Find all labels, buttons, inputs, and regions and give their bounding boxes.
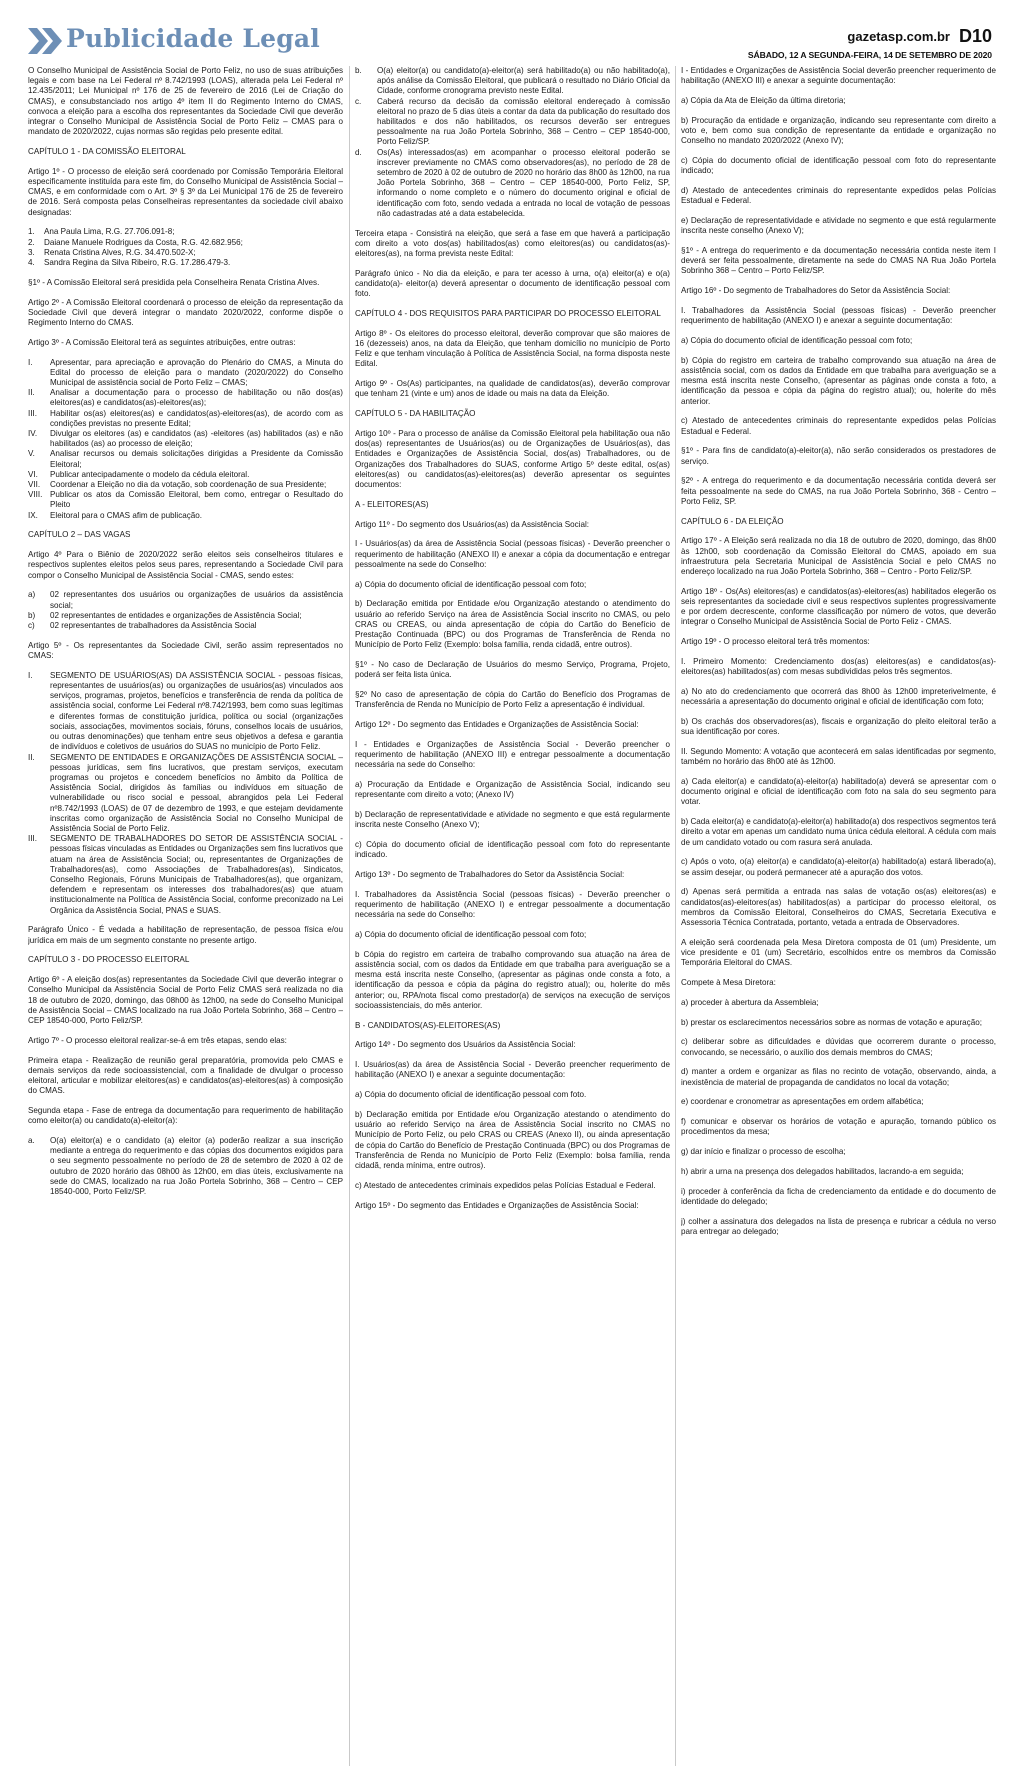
paragraph: II. Segundo Momento: A votação que acontecerá em salas identificadas por segmento, também no horário das 8h00 até às 12h00. xyxy=(681,747,996,767)
paragraph: Artigo 11º - Do segmento dos Usuários(as) da Assistência Social: xyxy=(355,519,590,529)
paragraph: c) deliberar sobre as dificuldades e dúvidas que ocorrerem durante o processo, convocando, se necessário, o auxílio dos demais membros do CMAS; xyxy=(681,1037,996,1057)
paragraph: h) abrir a urna na presença dos delegados habilitados, lacrando-a em seguida; xyxy=(681,1167,964,1177)
text-column-3 xyxy=(681,66,996,1771)
paragraph: e) Declaração de representatividade e atividade no segmento e que está regularmente inscrita neste conselho (Anexo V); xyxy=(681,216,996,236)
paragraph: Primeira etapa - Realização de reunião geral preparatória, promovida pelo CMAS e demais serviços da rede socioassistencial, com a finalidade de divulgar o processo eleitoral, articular e mobilizar eleitores(as) e candidatos(as)-eleitores(as) à composição do CMAS. xyxy=(28,1055,343,1096)
list-item-text: Renata Cristina Alves, R.G. 34.470.502-X; xyxy=(44,247,196,257)
section-heading: B - CANDIDATOS(AS)-ELEITORES(AS) xyxy=(355,1020,501,1030)
paragraph: I - Usuários(as) da área de Assistência Social (pessoas físicas) - Deverão preencher o requerimento de habilitação (ANEXO II) e anexar a cópia da documentação e entregar pessoalmente na sede do Conselho: xyxy=(355,539,670,569)
item-list xyxy=(28,358,343,521)
list-item-text: Analisar recursos ou demais solicitações dirigidas a Presidente da Comissão Eleitoral; xyxy=(50,449,343,469)
section-heading: CAPÍTULO 2 – DAS VAGAS xyxy=(28,530,131,540)
list-item xyxy=(28,753,343,835)
paragraph: j) colher a assinatura dos delegados na lista de presença e rubricar a cédula no verso para entregar ao delegado; xyxy=(681,1216,996,1237)
paragraph: Artigo 17º - A Eleição será realizada no dia 18 de outubro de 2020, domingo, das 8h00 às 12h00, sob coordenação da Comissão Eleitoral do CMAS, apoiado em sua infraestrutura pela Secretaria Municipal de Assistência Social e pelo CMAS no endereço localizado na rua João Portela Sobrinho, 368 – Centro - Porto Feliz/SP. xyxy=(681,536,996,577)
paragraph: I. Usuários(as) da área de Assistência Social - Deverão preencher requerimento de habilitação (ANEXO I) e anexar a seguinte documentação: xyxy=(355,1060,670,1080)
list-item xyxy=(28,429,343,449)
paragraph: Artigo 10º - Para o processo de análise da Comissão Eleitoral pela habilitação oua não dos(as) representantes de Usuários(as) ou de Organizações de Usuários(as), das Entidades e Organizações de Assistência Social, dos(as) Trabalhadores, ou de Organizações dos Trabalhadores do SUAS, conforme Artigo 5º deste edital, os(as) eleitores(as) ou candidatos(as)-eleitores(as) deverão apresentar os seguintes documentos: xyxy=(355,429,670,490)
paragraph: f) comunicar e observar os horários de votação e apuração, tornando público os procedimentos da mesa; xyxy=(681,1117,996,1137)
list-item xyxy=(355,97,670,148)
paragraph: b) Declaração emitida por Entidade e/ou Organização atestando o atendimento do usuário ao referido Serviço na área de Assistência Social inscrito no CMAS no Município de Porto Feliz, ou pelo CRAS ou CREAS (Anexo II), ou ainda apresentação de cópia do Cartão do Benefício de Prestação Continuada (BPC) ou dos Programas de Transferência de Renda no Município de Porto Feliz (Exemplo: bolsa família, renda cidadã, renda mínima, entre outros). xyxy=(355,1110,670,1171)
list-marker: V. xyxy=(28,449,35,459)
paragraph: i) proceder à conferência da ficha de credenciamento da entidade e do documento de identidade do delegado; xyxy=(681,1186,996,1207)
paragraph: Parágrafo Único - É vedada a habilitação de representação, de pessoa física e/ou jurídica em mais de um segmento constante no presente artigo. xyxy=(28,925,343,945)
paragraph: Artigo 16º - Do segmento de Trabalhadores do Setor da Assistência Social: xyxy=(681,286,951,296)
list-marker: b. xyxy=(355,66,362,75)
list-item xyxy=(28,480,343,490)
list-item-text: Publicar os atos da Comissão Eleitoral, bem como, entregar o Resultado do Pleito xyxy=(50,490,343,510)
list-item xyxy=(355,148,670,219)
item-list xyxy=(28,671,343,916)
list-marker: II. xyxy=(28,752,35,762)
paragraph: §2º - A entrega do requerimento e da documentação necessária contida deverá ser feita pessoalmente na sede do CMAS, na rua João Portela Sobrinho, 368 - Centro – Porto Feliz, SP. xyxy=(681,476,996,506)
list-item-text: Daiane Manuele Rodrigues da Costa, R.G. 42.682.956; xyxy=(44,237,243,247)
section-heading: CAPÍTULO 6 - DA ELEIÇÃO xyxy=(681,516,784,526)
paragraph: c) Após o voto, o(a) eleitor(a) e candidato(a)-eleitor(a) habilitado(a) estará liberado(a), se assim desejar, ou poderá permanecer até a apuração dos votos. xyxy=(681,857,996,877)
paragraph: §1º - No caso de Declaração de Usuários do mesmo Serviço, Programa, Projeto, poderá ser feita lista única. xyxy=(355,660,670,680)
list-item xyxy=(28,590,343,610)
paragraph: Artigo 9º - Os(As) participantes, na qualidade de candidatos(as), deverão comprovar que tenham 21 (vinte e um) anos de idade ou mais na data da Eleição. xyxy=(355,379,670,399)
edition-date: SÁBADO, 12 A SEGUNDA-FEIRA, 14 DE SETEMBRO DE 2020 xyxy=(747,50,992,60)
list-item-text: SEGMENTO DE USUÁRIOS(AS) DA ASSISTÊNCIA SOCIAL - pessoas físicas, representantes de usuários(as) ou organizações de usuários(as) vinculados aos serviços, programas, projetos, benefícios e transferência de renda da política de assistência social, conforme Lei Federal nº8.742/1993, bem como suas legítimas e diferentes formas de constituição jurídica, política ou social (organizações sociais, associações, movimentos sociais, fóruns, conselhos locais de usuários, ou outras denominações) que tenham entre seus objetivos a defesa e garantia de indivíduos e coletivos de usuários do SUAS no município de Porto Feliz. xyxy=(50,670,343,752)
list-marker: II. xyxy=(28,388,35,398)
list-marker: 1. xyxy=(28,227,35,237)
list-marker: 3. xyxy=(28,247,35,257)
paragraph: Artigo 13º - Do segmento de Trabalhadores do Setor da Assistência Social: xyxy=(355,870,625,880)
paragraph: Artigo 2º - A Comissão Eleitoral coordenará o processo de eleição da representação da Sociedade Civil que deverá integrar o mandato 2020/2022, conforme dispõe o Regimento Interno do CMAS. xyxy=(28,297,343,328)
list-item xyxy=(28,470,343,480)
paragraph: b) Procuração da entidade e organização, indicando seu representante com direito a voto e, bem como sua condição de representante da entidade e organização no Conselho no mandato 2020/2022 (Anexo IV); xyxy=(681,115,996,146)
text-column-1 xyxy=(28,66,343,1771)
list-item xyxy=(28,621,343,631)
list-item xyxy=(28,671,343,753)
list-marker: c) xyxy=(28,621,35,631)
list-item-text: Caberá recurso da decisão da comissão eleitoral endereçado à comissão eleitoral no prazo de 5 dias úteis a contar da data da publicação do resultado dos habilitados e dos não habilitados, os recursos deverão ser entregues pessoalmente na rua João Portela Sobrinho, 368 – Centro – CEP 18540-000, Porto Feliz/SP. xyxy=(377,96,670,147)
paragraph: Artigo 15º - Do segmento das Entidades e Organizações de Assistência Social: xyxy=(355,1200,639,1210)
page-header xyxy=(28,24,992,60)
paragraph: c) Cópia do documento oficial de identificação pessoal com foto do representante indicado; xyxy=(681,156,996,176)
list-marker: a) xyxy=(28,590,36,600)
list-item xyxy=(28,227,343,237)
double-chevron-icon xyxy=(28,28,68,54)
list-item-text: Eleitoral para o CMAS afim de publicação. xyxy=(50,510,203,520)
paragraph: I. Trabalhadores da Assistência Social (pessoas físicas) - Deverão preencher requerimento de habilitação (ANEXO I) e anexar a seguinte documentação: xyxy=(681,306,996,326)
paragraph: Artigo 3º - A Comissão Eleitoral terá as seguintes atribuições, entre outras: xyxy=(28,337,296,347)
paragraph: d) manter a ordem e organizar as filas no recinto de votação, observando, ainda, a inexistência de material de propaganda de candidatos no local da votação; xyxy=(681,1067,996,1087)
paragraph: a) Procuração da Entidade e Organização de Assistência Social, indicando seu representante com direito a voto; (Anexo IV) xyxy=(355,780,670,800)
item-list xyxy=(355,66,670,219)
paragraph: b) Cópia do registro em carteira de trabalho comprovando sua atuação na área de assistência social, com os dados da Entidade em que trabalha para averiguação se a mesma está inscrita neste Conselho, (apresentar as páginas onde consta a foto, a identificação da pessoa e cópia da página do registro atual); ou, holerite do mês anterior. xyxy=(681,355,996,406)
list-marker: b) xyxy=(28,610,36,620)
section-heading: A - ELEITORES(AS) xyxy=(355,499,429,509)
paragraph: O Conselho Municipal de Assistência Social de Porto Feliz, no uso de suas atribuições legais e com base na Lei Federal nº 8.742/1993 (LOAS), alterada pela Lei Federal nº 12.435/2011; Lei Municipal nº 176 de 25 de fevereiro de 2016 (Lei de Criação do CMAS), e consubstanciado nos artigo 4º item II do Regimento Interno do CMAS, convoca a eleição para a escolha dos representantes da Sociedade Civil que deverão integrar o Conselho Municipal de Assistência Social de Porto Feliz – CMAS para o mandato de 2020/2022, cujas normas são regidas pelo presente edital. xyxy=(28,66,343,137)
paragraph: Artigo 18º - Os(As) eleitores(as) e candidatos(as)-eleitores(as) habilitados elegerão os seis representantes da sociedade civil e seus respectivos suplentes progressivamente e por ordem decrescente, conforme classificação por número de votos, que deverão integrar o Conselho Municipal de Assistência Social de Porto Feliz - CMAS. xyxy=(681,586,996,627)
paragraph: a) No ato do credenciamento que ocorrerá das 8h00 às 12h00 impreterivelmente, é necessária a apresentação do documento original e oficial de identificação com foto; xyxy=(681,687,996,707)
paragraph: d) Atestado de antecedentes criminais do representante expedidos pelas Polícias Estadual e Federal. xyxy=(681,186,996,206)
list-item xyxy=(28,258,343,268)
paragraph: d) Apenas será permitida a entrada nas salas de votação os(as) eleitores(as) e candidatos(as)-eleitores(as) habilitados(as) a participar do processo eleitoral, os membros da Comissão Eleitoral, Conselheiros do CMAS, Secretaria Executiva e Assessoria Técnica Contratada, portanto, vetada a entrada de Observadores. xyxy=(681,887,996,928)
list-item-text: SEGMENTO DE ENTIDADES E ORGANIZAÇÕES DE ASSISTÊNCIA SOCIAL – pessoas jurídicas, sem fins lucrativos, que prestam serviços, executam programas ou projetos e concedem benefícios no âmbito da Política de Assistência Social, dirigidos às famílias ou indivíduos em situação de vulnerabilidade ou risco social e pessoal, abrangidos pela Lei Federal nº8.742/1993 (LOAS) de 07 de dezembro de 1993, e que estejam devidamente inscritas como organização de Assistência Social no Conselho Municipal de Assistência Social de Porto Feliz. xyxy=(50,752,343,833)
paragraph: b) Declaração emitida por Entidade e/ou Organização atestando o atendimento do usuário ao referido Serviço na área de Assistência Social inscrito no CMAS, ou pelo CRAS ou CREAS, ou ainda apresentação de cópia do Cartão do Benefício de Prestação Continuada (BPC) ou dos Programas de Transferência de Renda no Município de Porto Feliz (Exemplo: bolsa família, renda cidadã, entre outros). xyxy=(355,599,670,650)
list-marker: c. xyxy=(355,96,362,106)
paragraph: a) Cópia da Ata de Eleição da última diretoria; xyxy=(681,96,846,105)
list-item-text: Os(As) interessados(as) em acompanhar o processo eleitoral poderão se inscrever previamente no CMAS como observadores(as), no período de 28 de setembro de 2020 à 02 de outubro de 2020 no horário das 8h00 às 12h00, na rua João Portela Sobrinho, 368 – Centro – CEP 18540-000, Porto Feliz, SP, informando o nome completo e o número do documento original e oficial de identificação com foto, sendo vedada a entrada no local de votação de pessoas não cadastradas até a data estabelecida. xyxy=(377,147,670,218)
list-item-text: Divulgar os eleitores (as) e candidatos (as) -eleitores (as) habilitados (as) e não habilitados (as) ao processo de eleição; xyxy=(50,429,343,449)
list-marker: IX. xyxy=(28,510,38,520)
paragraph: §1º - Para fins de candidato(a)-eleitor(a), não serão considerados os prestadores de serviço. xyxy=(681,446,996,466)
list-marker: 4. xyxy=(28,258,35,268)
list-marker: I. xyxy=(28,670,33,680)
paragraph: Artigo 12º - Do segmento das Entidades e Organizações de Assistência Social: xyxy=(355,720,639,730)
item-list xyxy=(28,1136,343,1197)
list-marker: IV. xyxy=(28,429,38,439)
list-item-text: Publicar antecipadamente o modelo da cédula eleitoral. xyxy=(50,469,250,479)
site-url: gazetasp.com.br xyxy=(847,29,950,44)
paragraph: b) Cada eleitor(a) e candidato(a)-eleitor(a) habilitado(a) dos respectivos segmentos terá direito a votar em apenas um candidato numa única cédula eleitoral. A cédula com mais de um candidato votado ou com rasura será anulada. xyxy=(681,817,996,847)
section-title: Publicidade Legal xyxy=(66,24,320,53)
paragraph: A eleição será coordenada pela Mesa Diretora composta de 01 (um) Presidente, um vice presidente e 01 (um) Secretário, escolhidos entre os membros da Comissão Temporária Eleitoral do CMAS. xyxy=(681,937,996,968)
paragraph: b Cópia do registro em carteira de trabalho comprovando sua atuação na área de assistência social, com os dados da Entidade em que trabalha para averiguação se a mesma está inscrita neste Conselho, (apresentar as páginas onde consta a foto, a identificação da pessoa e cópia da página do registro atual); ou, holerite do mês anterior; ou, RPA/nota fiscal como prestador(a) de serviços na execução de serviços socioassistenciais, do mês anterior. xyxy=(355,949,670,1010)
paragraph: Terceira etapa - Consistirá na eleição, que será a fase em que haverá a participação com direito a voto dos(as) habilitados(as) como eleitores(as) ou candidatos(as)-eleitores(as), na forma prevista neste Edital: xyxy=(355,228,670,259)
list-marker: d. xyxy=(355,147,362,157)
paragraph: b) prestar os esclarecimentos necessários sobre as normas de votação e apuração; xyxy=(681,1017,982,1027)
paragraph: a) Cópia do documento oficial de identificação pessoal com foto; xyxy=(355,579,587,589)
list-item xyxy=(28,388,343,408)
text-column-2 xyxy=(355,66,670,1771)
paragraph: a) proceder à abertura da Assembleia; xyxy=(681,997,819,1007)
list-item xyxy=(28,358,343,389)
paragraph: Artigo 1º - O processo de eleição será coordenado por Comissão Temporária Eleitoral especificamente instituída para este fim, do Conselho Municipal de Assistência Social – CMAS, e em conformidade com o Art. 3º § 3º da Lei Municipal 176 de 25 de fevereiro de 2016. Será composta pelas Conselheiras representantes da sociedade civil abaixo designadas: xyxy=(28,166,343,217)
paragraph: c) Atestado de antecedentes criminais expedidos pelas Polícias Estadual e Federal. xyxy=(355,1180,656,1190)
paragraph: Artigo 6º - A eleição dos(as) representantes da Sociedade Civil que deverão integrar o Conselho Municipal da Assistência Social de Porto Feliz CMAS será realizada no dia 18 de outubro de 2020, domingo, das 08h00 às 12h00, na sede do Conselho Municipal de Assistência Social – CMAS localizado na rua João Portela Sobrinho, 368 – Centro – CEP 18540-000, Porto Feliz/SP. xyxy=(28,975,343,1025)
list-item-text: 02 representantes de trabalhadores da Assistência Social xyxy=(50,621,257,631)
list-marker: III. xyxy=(28,408,37,418)
paragraph: Parágrafo único - No dia da eleição, e para ter acesso à urna, o(a) eleitor(a) e o(a) candidato(a)- eleitor(a) deverá apresentar o documento de identificação pessoal com foto. xyxy=(355,268,670,299)
list-item xyxy=(28,611,343,621)
paragraph: Artigo 4º Para o Biênio de 2020/2022 serão eleitos seis conselheiros titulares e respectivos suplentes eleitos pelos seus pares, representando a Sociedade Civil para compor o Conselho Municipal de Assistência Social - CMAS, sendo estes: xyxy=(28,550,343,580)
list-marker: III. xyxy=(28,834,37,844)
list-item-text: Coordenar a Eleição no dia da votação, sob coordenação de sua Presidente; xyxy=(50,480,327,490)
list-item xyxy=(28,238,343,248)
paragraph: Artigo 7º - O processo eleitoral realizar-se-á em três etapas, sendo elas: xyxy=(28,1035,287,1045)
paragraph: c) Atestado de antecedentes criminais do representante expedidos pelas Polícias Estadual e Federal. xyxy=(681,416,996,436)
list-item-text: 02 representantes dos usuários ou organizações de usuários da assistência social; xyxy=(50,590,343,610)
paragraph: §1º - A Comissão Eleitoral será presidida pela Conselheira Renata Cristina Alves. xyxy=(28,277,320,287)
list-marker: VII. xyxy=(28,480,41,490)
paragraph: c) Cópia do documento oficial de identificação pessoal com foto do representante indicado. xyxy=(355,840,670,860)
paragraph: a) Cada eleitor(a) e candidato(a)-eleitor(a) habilitado(a) deverá se apresentar com o documento original e oficial de identificação com foto na sala do seu segmento para votar. xyxy=(681,777,996,807)
paragraph: I. Primeiro Momento: Credenciamento dos(as) eleitores(as) e candidatos(as)-eleitores(as) habilitados(as) com mesas subdivididas pelos três segmentos. xyxy=(681,657,996,677)
paragraph: g) dar início e finalizar o processo de escolha; xyxy=(681,1147,846,1157)
list-marker: VIII. xyxy=(28,490,43,500)
list-item-text: O(a) eleitor(a) ou candidato(a)-eleitor(a) será habilitado(a) ou não habilitado(a), após análise da Comissão Eleitoral, que publicará o resultado no Diário Oficial da Cidade, conforme cronograma previsto neste Edital. xyxy=(377,66,670,96)
item-list xyxy=(28,227,343,268)
paragraph: I - Entidades e Organizações de Assistência Social deverão preencher requerimento de habilitação (ANEXO III) e anexar a seguinte documentação: xyxy=(681,66,996,86)
paragraph: I - Entidades e Organizações de Assistência Social - Deverão preencher o requerimento de habilitação (ANEXO III) e entregar pessoalmente a documentação necessária na sede do Conselho: xyxy=(355,739,670,770)
list-marker: I. xyxy=(28,357,33,367)
paragraph: a) Cópia do documento oficial de identificação pessoal com foto; xyxy=(681,336,913,345)
paragraph: Compete à Mesa Diretora: xyxy=(681,978,776,988)
paragraph: a) Cópia do documento oficial de identificação pessoal com foto. xyxy=(355,1090,587,1100)
list-item xyxy=(355,66,670,97)
list-marker: a. xyxy=(28,1135,35,1145)
paragraph: b) Declaração de representatividade e atividade no segmento e que está regularmente inscrita neste Conselho (Anexo V); xyxy=(355,810,670,830)
list-item-text: Analisar a documentação para o processo de habilitação ou não dos(as) eleitores(as) e candidatos(as)-eleitores(as); xyxy=(50,388,343,408)
list-item-text: O(a) eleitor(a) e o candidato (a) eleitor (a) poderão realizar a sua inscrição mediante a entrega do requerimento e das cópias dos documentos exigidos para o seu segmento pessoalmente no período de 28 de setembro de 2020 à 02 de outubro de 2020 horário das 08h00 às 12h00, em dias úteis, exclusivamente na sede do CMAS, localizado na rua João Portela Sobrinho, 368 – Centro – CEP 18540-000, Porto Feliz/SP. xyxy=(50,1135,343,1196)
list-item-text: Ana Paula Lima, R.G. 27.706.091-8; xyxy=(44,227,175,237)
list-item-text: Apresentar, para apreciação e aprovação do Plenário do CMAS, a Minuta do Edital do processo de eleição para o mandato (2020/2022) do Conselho Municipal de assistência social de Porto Feliz – CMAS; xyxy=(50,357,343,388)
list-item xyxy=(28,1136,343,1197)
paragraph: I. Trabalhadores da Assistência Social (pessoas físicas) - Deverão preencher o requerimento de habilitação (ANEXO I) e entregar pessoalmente a documentação necessária na sede do Conselho: xyxy=(355,889,670,920)
list-item-text: Sandra Regina da Silva Ribeiro, R.G. 17.286.479-3. xyxy=(44,258,231,268)
list-item-text: SEGMENTO DE TRABALHADORES DO SETOR DE ASSISTÊNCIA SOCIAL - pessoas físicas vinculadas as Entidades ou Organizações sem fins lucrativos que atuam na área de Assistência Social; ou, representantes de Organizações de Trabalhadores(as), como Associações de Trabalhadores(as), Sindicatos, Conselho Regionais, Fóruns Municipais de Trabalhadores(as), que organizam, defendem e representam os interesses dos trabalhadores(as) que atuam institucionalmente na Política de Assistência Social, conforme preconizado na Lei Orgânica da Assistência Social, PNAS e SUAS. xyxy=(50,834,343,915)
paragraph: Artigo 14º - Do segmento dos Usuários da Assistência Social: xyxy=(355,1040,576,1050)
list-item xyxy=(28,248,343,258)
item-list xyxy=(28,590,343,631)
list-item xyxy=(28,449,343,469)
list-item-text: 02 representantes de entidades e organizações de Assistência Social; xyxy=(50,610,302,620)
list-marker: 2. xyxy=(28,237,35,247)
paragraph: a) Cópia do documento oficial de identificação pessoal com foto; xyxy=(355,930,587,940)
paragraph: e) coordenar e cronometrar as apresentações em ordem alfabética; xyxy=(681,1097,924,1107)
paragraph: Artigo 5º - Os representantes da Sociedade Civil, serão assim representados no CMAS: xyxy=(28,640,343,661)
list-item xyxy=(28,409,343,429)
list-item-text: Habilitar os(as) eleitores(as) e candidatos(as)-eleitores(as), de acordo com as condições previstas no presente Edital; xyxy=(50,408,343,428)
list-item xyxy=(28,511,343,521)
paragraph: Artigo 19º - O processo eleitoral terá três momentos: xyxy=(681,637,870,647)
section-heading: CAPÍTULO 4 - DOS REQUISITOS PARA PARTICIPAR DO PROCESSO ELEITORAL xyxy=(355,309,661,319)
column-divider xyxy=(675,66,676,1766)
list-item xyxy=(28,834,343,916)
paragraph: §2º No caso de apresentação de cópia do Cartão do Benefício dos Programas de Transferência de Renda no Município de Porto Feliz a apresentação é individual. xyxy=(355,690,670,710)
section-heading: CAPÍTULO 1 - DA COMISSÃO ELEITORAL xyxy=(28,147,186,157)
paragraph: Artigo 8º - Os eleitores do processo eleitoral, deverão comprovar que são maiores de 16 (dezesseis) anos, na data da Eleição, que tenham domicílio no município de Porto Feliz e que tenham vinculação à Política de Assistência Social, na forma disposta neste Edital. xyxy=(355,328,670,369)
section-heading: CAPÍTULO 3 - DO PROCESSO ELEITORAL xyxy=(28,955,190,965)
paragraph: §1º - A entrega do requerimento e da documentação necessária contida neste item I deverá ser feita pessoalmente, diretamente na sede do CMAS NA Rua João Portela Sobrinho 368 – Centro – Porto Feliz/SP. xyxy=(681,246,996,276)
column-divider xyxy=(349,66,350,1766)
paragraph: b) Os crachás dos observadores(as), fiscais e organização do pleito eleitoral terão a sua identificação por cores. xyxy=(681,717,996,737)
page-number: D10 xyxy=(958,26,992,46)
list-marker: VI. xyxy=(28,469,38,479)
section-heading: CAPÍTULO 5 - DA HABILITAÇÃO xyxy=(355,409,476,419)
paragraph: Segunda etapa - Fase de entrega da documentação para requerimento de habilitação como eleitor(a) ou candidato(a)-eleitor(a): xyxy=(28,1105,343,1126)
list-item xyxy=(28,490,343,510)
